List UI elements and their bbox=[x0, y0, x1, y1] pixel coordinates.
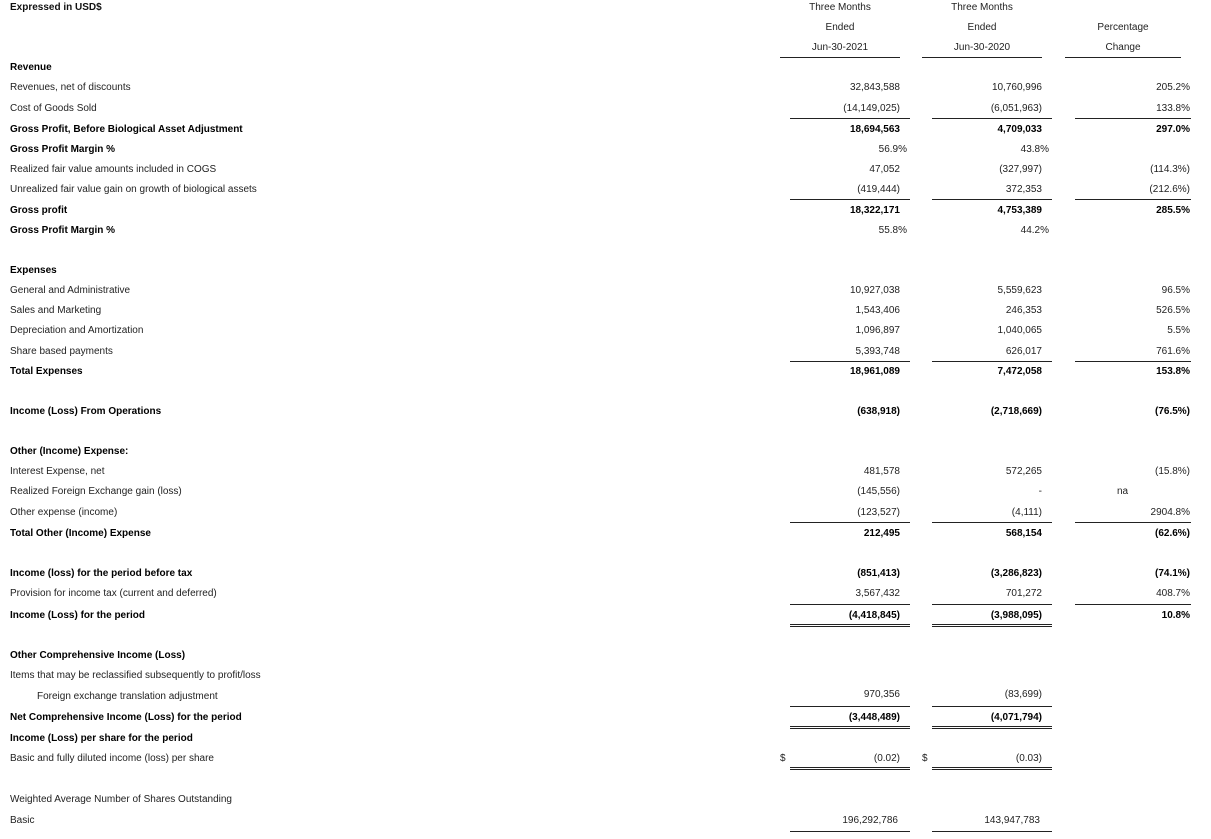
row-label-basic: Basic bbox=[10, 815, 35, 826]
col3-header-line1: Percentage bbox=[1097, 22, 1149, 33]
gross-profit-2020: 4,753,389 bbox=[997, 205, 1042, 216]
col2-header-rule bbox=[922, 57, 1042, 58]
income-from-operations-2021: (638,918) bbox=[857, 406, 900, 417]
other-expense-2020: (4,111) bbox=[1011, 507, 1042, 518]
gross-profit-before-change: 297.0% bbox=[1156, 124, 1190, 135]
net-comprehensive-2020: (4,071,794) bbox=[990, 712, 1042, 723]
col1-header-line2: Ended bbox=[825, 22, 855, 33]
rule bbox=[1075, 118, 1191, 119]
row-label-total-other: Total Other (Income) Expense bbox=[10, 528, 151, 539]
fx-gain-2021: (145,556) bbox=[857, 486, 900, 497]
row-label-cogs: Cost of Goods Sold bbox=[10, 103, 97, 114]
revenues-2020: 10,760,996 bbox=[991, 82, 1042, 93]
sales-marketing-2021: 1,543,406 bbox=[855, 305, 900, 316]
depreciation-change: 5.5% bbox=[1167, 325, 1190, 336]
before-tax-change: (74.1%) bbox=[1154, 568, 1190, 579]
row-label-weighted-shares: Weighted Average Number of Shares Outstanding bbox=[10, 794, 232, 805]
gross-profit-before-2021: 18,694,563 bbox=[849, 124, 900, 135]
income-from-operations-change: (76.5%) bbox=[1154, 406, 1190, 417]
rule bbox=[790, 831, 910, 832]
oci-subheading: Items that may be reclassified subsequently to profit/loss bbox=[10, 670, 261, 681]
section-revenue: Revenue bbox=[10, 62, 52, 73]
row-label-net-income: Income (Loss) for the period bbox=[10, 610, 146, 621]
share-based-payments-2021: 5,393,748 bbox=[855, 346, 900, 357]
depreciation-2020: 1,040,065 bbox=[997, 325, 1042, 336]
income-from-operations-2020: (2,718,669) bbox=[990, 406, 1042, 417]
rule bbox=[932, 361, 1052, 362]
interest-expense-2021: 481,578 bbox=[863, 466, 900, 477]
col3-header-line2: Change bbox=[1105, 42, 1141, 53]
fx-translation-2020: (83,699) bbox=[1004, 689, 1042, 700]
currency-symbol-2020: $ bbox=[922, 753, 928, 764]
rule bbox=[932, 604, 1052, 605]
double-rule bbox=[932, 767, 1052, 770]
row-label-gross-profit-margin: Gross Profit Margin % bbox=[10, 225, 116, 236]
row-label-revenues: Revenues, net of discounts bbox=[10, 82, 131, 93]
total-other-2021: 212,495 bbox=[863, 528, 900, 539]
gross-profit-margin-2020: 43.8% bbox=[1020, 144, 1049, 155]
rule bbox=[1075, 199, 1191, 200]
cogs-2021: (14,149,025) bbox=[843, 103, 900, 114]
rule bbox=[790, 361, 910, 362]
row-label-fx-translation: Foreign exchange translation adjustment bbox=[37, 691, 218, 702]
row-label-unrealized-fair-value: Unrealized fair value gain on growth of biological assets bbox=[10, 184, 257, 195]
section-expenses: Expenses bbox=[10, 265, 57, 276]
double-rule bbox=[932, 624, 1052, 627]
double-rule bbox=[932, 726, 1052, 729]
before-tax-2020: (3,286,823) bbox=[990, 568, 1042, 579]
total-expenses-2021: 18,961,089 bbox=[849, 366, 900, 377]
row-label-income-from-operations: Income (Loss) From Operations bbox=[10, 406, 162, 417]
unrealized-fair-value-change: (212.6%) bbox=[1149, 184, 1190, 195]
row-label-other-expense: Other expense (income) bbox=[10, 507, 118, 518]
income-tax-2021: 3,567,432 bbox=[855, 588, 900, 599]
row-label-fx-gain: Realized Foreign Exchange gain (loss) bbox=[10, 486, 182, 497]
col2-header-line2: Ended bbox=[967, 22, 997, 33]
revenues-2021: 32,843,588 bbox=[849, 82, 900, 93]
other-expense-change: 2904.8% bbox=[1150, 507, 1190, 518]
gross-profit-margin-2021: 56.9% bbox=[878, 144, 907, 155]
fx-gain-change: na bbox=[1117, 486, 1129, 497]
total-other-2020: 568,154 bbox=[1005, 528, 1042, 539]
share-based-payments-2020: 626,017 bbox=[1005, 346, 1042, 357]
row-label-realized-fair-value: Realized fair value amounts included in COGS bbox=[10, 164, 217, 175]
row-label-eps-heading: Income (Loss) per share for the period bbox=[10, 733, 193, 744]
fx-gain-2020: - bbox=[1038, 486, 1042, 497]
sales-marketing-change: 526.5% bbox=[1156, 305, 1190, 316]
rule bbox=[790, 199, 910, 200]
rule bbox=[932, 831, 1052, 832]
net-income-2021: (4,418,845) bbox=[848, 610, 900, 621]
total-expenses-change: 153.8% bbox=[1156, 366, 1190, 377]
revenues-change: 205.2% bbox=[1156, 82, 1190, 93]
rule bbox=[932, 706, 1052, 707]
section-other-income-expense: Other (Income) Expense: bbox=[10, 446, 129, 457]
rule bbox=[932, 118, 1052, 119]
col1-header-line3: Jun-30-2021 bbox=[811, 42, 869, 53]
col1-header-line1: Three Months bbox=[809, 2, 871, 13]
row-label-depreciation: Depreciation and Amortization bbox=[10, 325, 144, 336]
currency-symbol-2021: $ bbox=[780, 753, 786, 764]
depreciation-2021: 1,096,897 bbox=[855, 325, 900, 336]
rule bbox=[790, 118, 910, 119]
cogs-change: 133.8% bbox=[1156, 103, 1190, 114]
rule bbox=[1075, 604, 1191, 605]
income-tax-change: 408.7% bbox=[1156, 588, 1190, 599]
row-label-before-tax: Income (loss) for the period before tax bbox=[10, 568, 193, 579]
total-other-change: (62.6%) bbox=[1154, 528, 1190, 539]
row-label-gross-profit-before: Gross Profit, Before Biological Asset Adjustment bbox=[10, 124, 243, 135]
basic-shares-2020: 143,947,783 bbox=[984, 815, 1040, 826]
rule bbox=[790, 604, 910, 605]
row-label-gross-profit-margin: Gross Profit Margin % bbox=[10, 144, 116, 155]
interest-expense-2020: 572,265 bbox=[1005, 466, 1042, 477]
double-rule bbox=[790, 624, 910, 627]
col3-header-rule bbox=[1065, 57, 1181, 58]
before-tax-2021: (851,413) bbox=[857, 568, 900, 579]
total-expenses-2020: 7,472,058 bbox=[997, 366, 1042, 377]
unrealized-fair-value-2020: 372,353 bbox=[1005, 184, 1042, 195]
share-based-payments-change: 761.6% bbox=[1156, 346, 1190, 357]
row-label-eps: Basic and fully diluted income (loss) per share bbox=[10, 753, 214, 764]
realized-fair-value-change: (114.3%) bbox=[1150, 164, 1190, 175]
row-label-net-comprehensive: Net Comprehensive Income (Loss) for the period bbox=[10, 712, 242, 723]
net-income-2020: (3,988,095) bbox=[990, 610, 1042, 621]
gross-profit-2021: 18,322,171 bbox=[849, 205, 900, 216]
eps-2020: (0.03) bbox=[1015, 753, 1042, 764]
realized-fair-value-2020: (327,997) bbox=[999, 164, 1042, 175]
gross-profit-before-2020: 4,709,033 bbox=[997, 124, 1042, 135]
row-label-general-admin: General and Administrative bbox=[10, 285, 131, 296]
rule bbox=[932, 199, 1052, 200]
rule bbox=[1075, 361, 1191, 362]
row-label-total-expenses: Total Expenses bbox=[10, 366, 83, 377]
double-rule bbox=[790, 726, 910, 729]
col2-header-line3: Jun-30-2020 bbox=[953, 42, 1011, 53]
general-admin-change: 96.5% bbox=[1161, 285, 1190, 296]
currency-note: Expressed in USD$ bbox=[10, 2, 102, 13]
gross-profit-change: 285.5% bbox=[1156, 205, 1190, 216]
net-comprehensive-2021: (3,448,489) bbox=[848, 712, 900, 723]
rule bbox=[790, 522, 910, 523]
basic-shares-2021: 196,292,786 bbox=[842, 815, 898, 826]
sales-marketing-2020: 246,353 bbox=[1005, 305, 1042, 316]
col1-header-rule bbox=[780, 57, 900, 58]
rule bbox=[1075, 522, 1191, 523]
fx-translation-2021: 970,356 bbox=[863, 689, 900, 700]
eps-2021: (0.02) bbox=[873, 753, 900, 764]
row-label-share-based-payments: Share based payments bbox=[10, 346, 113, 357]
rule bbox=[932, 522, 1052, 523]
row-label-sales-marketing: Sales and Marketing bbox=[10, 305, 102, 316]
realized-fair-value-2021: 47,052 bbox=[869, 164, 900, 175]
row-label-gross-profit: Gross profit bbox=[10, 205, 68, 216]
rule bbox=[790, 706, 910, 707]
double-rule bbox=[790, 767, 910, 770]
row-label-income-tax: Provision for income tax (current and deferred) bbox=[10, 588, 217, 599]
gross-profit-margin-2021: 55.8% bbox=[878, 225, 907, 236]
general-admin-2021: 10,927,038 bbox=[849, 285, 900, 296]
net-income-change: 10.8% bbox=[1161, 610, 1190, 621]
section-other-comprehensive-income: Other Comprehensive Income (Loss) bbox=[10, 650, 186, 661]
general-admin-2020: 5,559,623 bbox=[997, 285, 1042, 296]
other-expense-2021: (123,527) bbox=[857, 507, 900, 518]
interest-expense-change: (15.8%) bbox=[1154, 466, 1190, 477]
unrealized-fair-value-2021: (419,444) bbox=[857, 184, 900, 195]
cogs-2020: (6,051,963) bbox=[990, 103, 1042, 114]
col2-header-line1: Three Months bbox=[951, 2, 1013, 13]
income-tax-2020: 701,272 bbox=[1005, 588, 1042, 599]
gross-profit-margin-2020: 44.2% bbox=[1020, 225, 1049, 236]
row-label-interest-expense: Interest Expense, net bbox=[10, 466, 105, 477]
